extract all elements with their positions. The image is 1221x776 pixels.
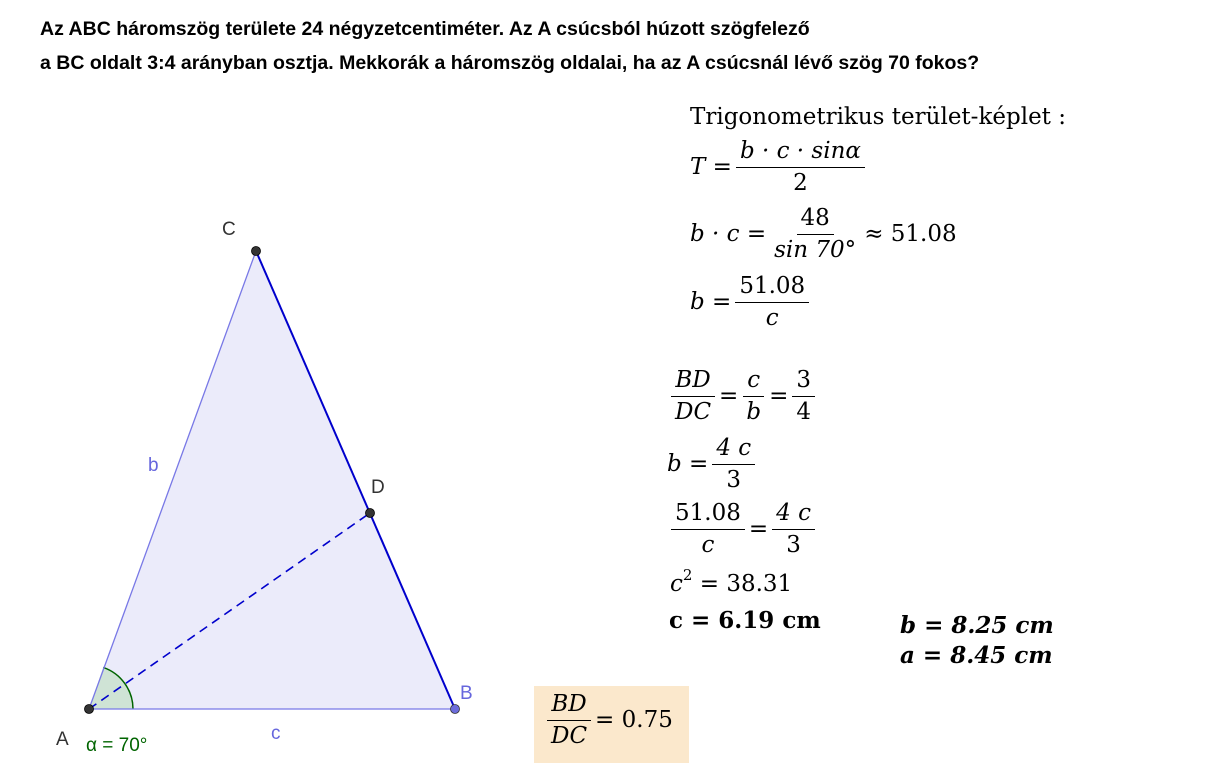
ratio-b: b: [746, 399, 762, 425]
bc-approx: ≈ 51.08: [864, 221, 957, 247]
bc-numerator: 48: [797, 207, 834, 235]
ratio-3: 3: [792, 369, 815, 397]
ratio-bd: BD: [671, 369, 714, 397]
area-lhs: T =: [690, 154, 732, 180]
ratio-equation: [667, 369, 819, 424]
ratio-result-den: DC: [551, 723, 588, 749]
c-squared-exponent: 2: [682, 566, 693, 584]
c-eq-left-fraction: [671, 502, 745, 557]
ratio-result-num: BD: [547, 693, 590, 721]
point-c[interactable]: [252, 247, 261, 256]
ratio-c-b: [742, 369, 765, 424]
ratio-c: c: [743, 369, 764, 397]
c-equation: [667, 502, 819, 557]
label-a: A: [56, 729, 69, 750]
triangle-abc-fill: [89, 251, 455, 709]
c-squared-base: c: [670, 571, 683, 597]
b-expr-fraction: [735, 275, 809, 330]
ratio-result-fraction: [547, 693, 591, 748]
point-b[interactable]: [451, 705, 460, 714]
ratio-eq-1: =: [719, 383, 739, 409]
solution-heading: Trigonometrikus terület-képlet :: [690, 104, 1066, 130]
label-c: C: [222, 219, 236, 240]
area-denominator: 2: [793, 170, 808, 196]
b-from-c-equation: [667, 437, 759, 492]
result-a: a = 8.45 cm: [900, 642, 1053, 669]
bc-lhs: b · c =: [690, 221, 767, 247]
b-from-c-numerator: 4 c: [712, 437, 755, 465]
c-eq-right-fraction: [772, 502, 815, 557]
label-d: D: [371, 477, 385, 498]
problem-line-1: Az ABC háromszög területe 24 négyzetcentiméter. Az A csúcsból húzott szögfelező: [40, 18, 810, 40]
bc-product-equation: [690, 207, 957, 262]
ratio-result-value: = 0.75: [595, 707, 673, 733]
b-expr-lhs: b =: [690, 289, 732, 315]
b-from-c-fraction: [712, 437, 755, 492]
ratio-3-4: [792, 369, 815, 424]
c-eq-left-num: 51.08: [671, 502, 745, 530]
result-b: b = 8.25 cm: [900, 612, 1054, 639]
point-d[interactable]: [366, 509, 375, 518]
b-from-c-lhs: b =: [667, 451, 709, 477]
label-angle-alpha: α = 70°: [86, 735, 148, 756]
bc-fraction: [770, 207, 860, 262]
bc-denominator: sin 70°: [774, 237, 857, 263]
c-eq-right-num: 4 c: [772, 502, 815, 530]
ratio-bd-dc: [671, 369, 715, 424]
ratio-result: [543, 693, 673, 748]
area-numerator: b · c · sinα: [736, 140, 865, 168]
problem-line-2: a BC oldalt 3:4 arányban osztja. Mekkorák a háromszög oldalai, ha az A csúcsnál lévő szög 70 fokos?: [40, 52, 980, 74]
b-expression: [690, 275, 813, 330]
c-eq-left-den: c: [701, 532, 715, 558]
c-eq-equals: =: [748, 516, 769, 542]
label-b: B: [460, 683, 473, 704]
point-a[interactable]: [85, 705, 94, 714]
c-squared-line: [670, 566, 793, 597]
b-expr-numerator: 51.08: [735, 275, 809, 303]
ratio-eq-2: =: [769, 383, 789, 409]
area-formula: [690, 140, 869, 195]
area-fraction: [736, 140, 865, 195]
label-side-b: b: [148, 455, 159, 476]
label-side-c: c: [271, 723, 281, 744]
result-c: c = 6.19 cm: [669, 607, 821, 634]
ratio-dc: DC: [675, 399, 712, 425]
b-expr-denominator: c: [765, 305, 779, 331]
ratio-4: 4: [796, 399, 811, 425]
b-from-c-denominator: 3: [726, 467, 742, 493]
c-squared-rhs: = 38.31: [699, 571, 793, 597]
c-eq-right-den: 3: [786, 532, 801, 558]
